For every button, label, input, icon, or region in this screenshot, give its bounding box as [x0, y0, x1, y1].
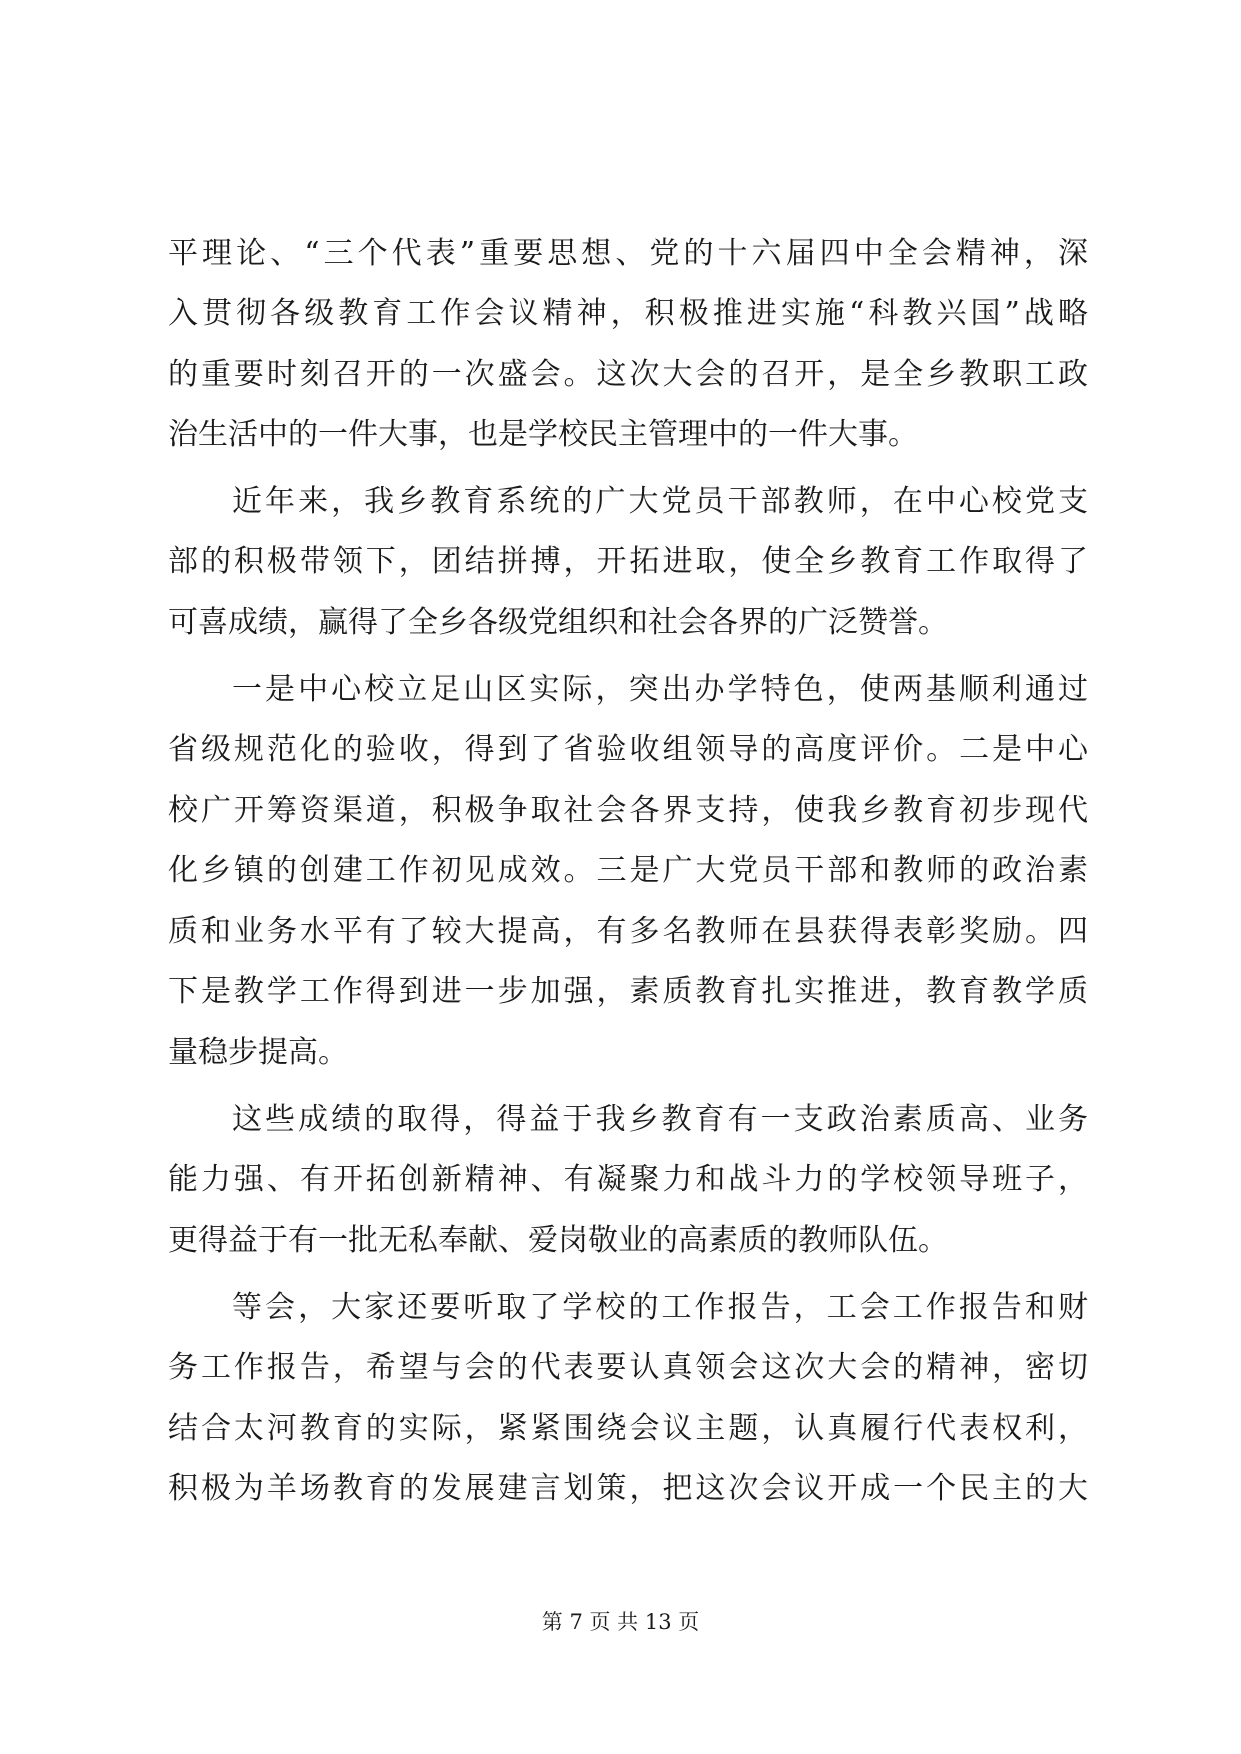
page-number-footer: 第 7 页 共 13 页 — [541, 1610, 700, 1634]
paragraph-2-line-3: 可喜成绩，赢得了全乡各级党组织和社会各界的广泛赞誉。 — [168, 605, 948, 640]
paragraph-1-line-2: 入贯彻各级教育工作会议精神，积极推进实施“科教兴国”战略 — [168, 296, 1088, 331]
paragraph-3-line-4: 化乡镇的创建工作初见成效。三是广大党员干部和教师的政治素 — [168, 853, 1088, 888]
paragraph-3-line-6: 下是教学工作得到进一步加强，素质教育扎实推进，教育教学质 — [168, 974, 1088, 1009]
paragraph-2-line-1: 近年来，我乡教育系统的广大党员干部教师，在中心校党支 — [232, 484, 1088, 519]
paragraph-5-line-1: 等会，大家还要听取了学校的工作报告，工会工作报告和财 — [232, 1290, 1088, 1325]
paragraph-2-line-2: 部的积极带领下，团结拼搏，开拓进取，使全乡教育工作取得了 — [168, 544, 1088, 579]
paragraph-3-line-7: 量稳步提高。 — [168, 1035, 348, 1070]
paragraph-1-line-1: 平理论、“三个代表”重要思想、党的十六届四中全会精神，深 — [168, 236, 1088, 271]
paragraph-5-line-2: 务工作报告，希望与会的代表要认真领会这次大会的精神，密切 — [168, 1350, 1088, 1385]
paragraph-3-line-1: 一是中心校立足山区实际，突出办学特色，使两基顺利通过 — [232, 672, 1088, 707]
paragraph-4-line-3: 更得益于有一批无私奉献、爱岗敬业的高素质的教师队伍。 — [168, 1223, 948, 1258]
paragraph-4-line-1: 这些成绩的取得，得益于我乡教育有一支政治素质高、业务 — [232, 1102, 1088, 1137]
paragraph-1-line-4: 治生活中的一件大事，也是学校民主管理中的一件大事。 — [168, 417, 918, 452]
paragraph-3-line-5: 质和业务水平有了较大提高，有多名教师在县获得表彰奖励。四 — [168, 914, 1088, 949]
paragraph-5-line-4: 积极为羊场教育的发展建言划策，把这次会议开成一个民主的大 — [168, 1471, 1088, 1506]
paragraph-3-line-2: 省级规范化的验收，得到了省验收组领导的高度评价。二是中心 — [168, 732, 1088, 767]
paragraph-5-line-3: 结合太河教育的实际，紧紧围绕会议主题，认真履行代表权利， — [168, 1411, 1088, 1446]
paragraph-1-line-3: 的重要时刻召开的一次盛会。这次大会的召开，是全乡教职工政 — [168, 357, 1088, 392]
paragraph-4-line-2: 能力强、有开拓创新精神、有凝聚力和战斗力的学校领导班子， — [168, 1162, 1088, 1197]
paragraph-3-line-3: 校广开筹资渠道，积极争取社会各界支持，使我乡教育初步现代 — [168, 793, 1088, 828]
